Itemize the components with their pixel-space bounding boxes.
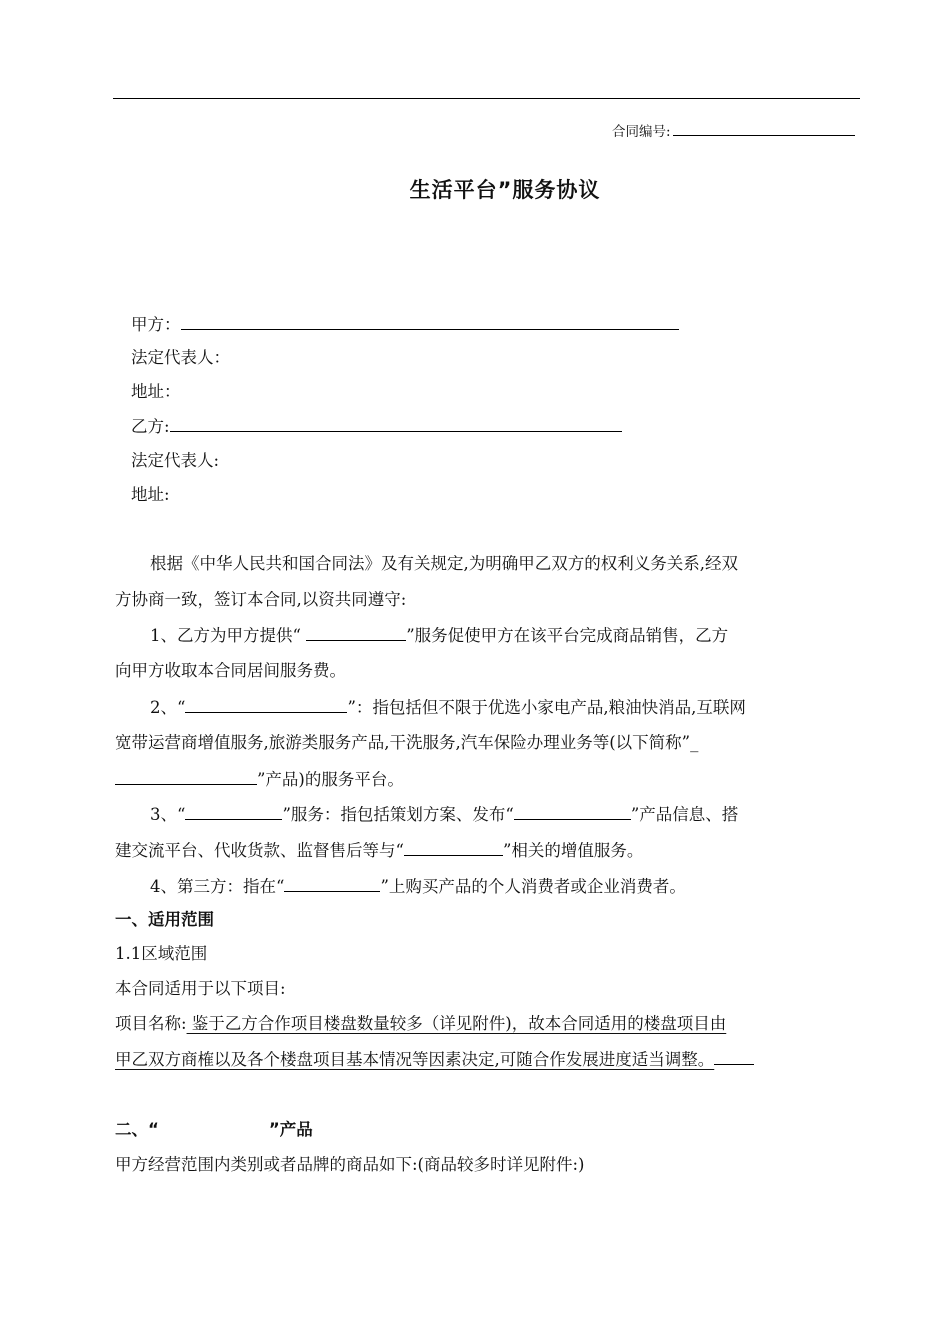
clause-2-text-c: ”产品)的服务平台。 <box>257 770 404 789</box>
clause-3-text-e: ”相关的增值服务。 <box>502 841 644 860</box>
clause-2-line-1 <box>150 695 746 720</box>
clause-2-line-2: 宽带运营商增值服务,旅游类服务产品,干洗服务,汽车保险办理业务等(以下简称”_ <box>115 733 699 752</box>
party-b-line <box>131 414 622 439</box>
clause-3-blank-3 <box>404 838 503 856</box>
clause-4-line-1 <box>150 874 686 899</box>
clause-1-line-2: 向甲方收取本合同居间服务费。 <box>115 661 346 680</box>
clause-4-text-b: ”上购买产品的个人消费者或企业消费者。 <box>380 877 686 896</box>
project-name-label: 项目名称: <box>115 1014 187 1033</box>
clause-1-blank <box>306 623 406 641</box>
section-2-heading <box>115 1118 313 1142</box>
preamble-line-1: 根据《中华人民共和国合同法》及有关规定,为明确甲乙双方的权利义务关系,经双 <box>150 554 738 573</box>
clause-3-text-d: 建交流平台、代收货款、监督售后等与“ <box>115 841 404 860</box>
clause-1-line-1 <box>150 623 728 648</box>
clause-2-blank <box>185 695 347 713</box>
project-name-blank-tail <box>714 1047 754 1065</box>
party-a-blank <box>181 312 679 330</box>
party-b-rep: 法定代表人: <box>131 451 220 470</box>
contract-number-label: 合同编号: <box>612 124 671 140</box>
section-2-heading-a: 二、“ <box>115 1120 159 1139</box>
contract-number <box>612 120 855 140</box>
clause-3-text-b: ”服务：指包括策划方案、发布“ <box>282 805 514 824</box>
party-b-address: 地址: <box>131 485 170 504</box>
clause-1-text-a: 1、乙方为甲方提供“ <box>150 626 307 645</box>
project-name-line-1 <box>115 1012 726 1036</box>
header-rule <box>113 98 860 99</box>
party-a-rep: 法定代表人： <box>131 348 230 367</box>
clause-2-line-3 <box>115 767 404 792</box>
project-name-text-2: 甲乙双方商榷以及各个楼盘项目基本情况等因素决定,可随合作发展进度适当调整。 <box>115 1050 715 1069</box>
section-1-subheading: 1.1区域范围 <box>115 944 208 963</box>
contract-number-blank <box>673 123 855 136</box>
party-b-blank <box>170 414 622 432</box>
party-b-label: 乙方: <box>131 417 170 436</box>
party-a-line <box>131 312 679 337</box>
clause-3-text-a: 3、“ <box>150 805 186 824</box>
section-2-text: 甲方经营范围内类别或者品牌的商品如下:(商品较多时详见附件:) <box>115 1155 585 1174</box>
clause-3-text-c: ”产品信息、搭 <box>630 805 739 824</box>
clause-3-line-2 <box>115 838 643 863</box>
clause-3-line-1 <box>150 802 738 827</box>
section-1-heading: 一、适用范围 <box>115 910 214 929</box>
preamble-line-2: 方协商一致，签订本合同,以资共同遵守: <box>115 590 407 609</box>
clause-3-blank-2 <box>514 802 631 820</box>
clause-2-blank-2 <box>115 767 257 785</box>
party-a-label: 甲方： <box>131 315 181 334</box>
clause-4-text-a: 4、第三方：指在“ <box>150 877 285 896</box>
clause-2-text-b: ”：指包括但不限于优选小家电产品,粮油快消品,互联网 <box>347 698 746 717</box>
project-name-line-2 <box>115 1047 754 1072</box>
section-2-heading-b: ”产品 <box>268 1120 313 1139</box>
document-title: 生活平台”服务协议 <box>409 178 601 202</box>
party-a-address: 地址： <box>131 382 181 401</box>
project-name-text-1: 鉴于乙方合作项目楼盘数量较多（详见附件)，故本合同适用的楼盘项目由 <box>186 1014 727 1033</box>
clause-4-blank <box>284 874 380 892</box>
clause-2-text-a: 2、“ <box>150 698 186 717</box>
clause-1-text-b: ”服务促使甲方在该平台完成商品销售，乙方 <box>406 626 729 645</box>
section-1-applies: 本合同适用于以下项目: <box>115 979 286 998</box>
clause-3-blank-1 <box>185 802 282 820</box>
